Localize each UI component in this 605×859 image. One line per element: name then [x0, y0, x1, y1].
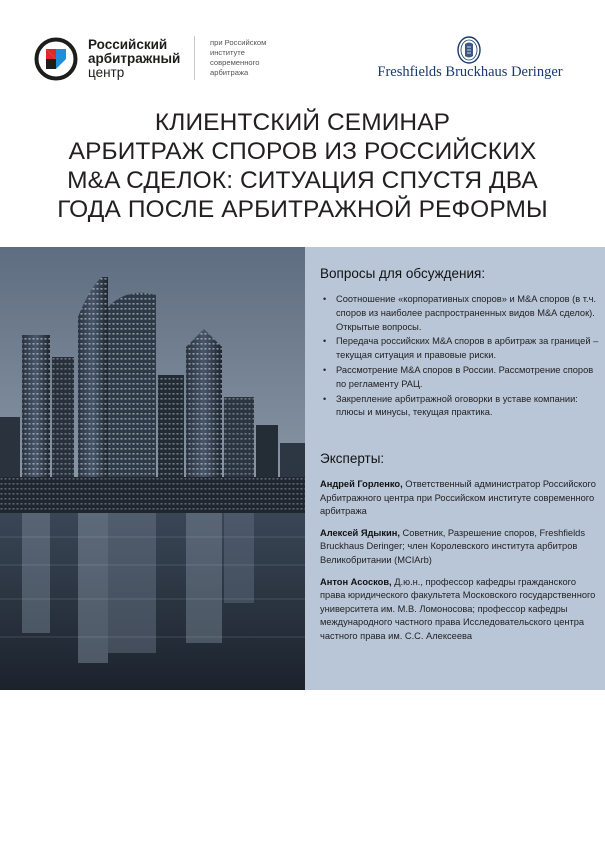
rac-name-line: центр — [88, 65, 125, 80]
city-skyline-photo — [0, 247, 305, 690]
rac-subtitle-line: при Российском — [210, 38, 267, 47]
expert-entry — [320, 478, 602, 519]
rac-subtitle-line: арбитража — [210, 68, 249, 77]
expert-role: Д.ю.н., профессор кафедры гражданского права юридического факультета Московского государственного университета им. М.В. Ломоносова; профессор кафедры международного частного права Исследовательского центра частного права им. С.С. Алексеева — [320, 576, 596, 641]
rac-subtitle — [210, 38, 266, 78]
title-line: КЛИЕНТСКИЙ СЕМИНАР — [154, 109, 451, 136]
list-item: • Рассмотрение M&A споров в России. Рассмотрение споров по регламенту РАЦ. — [320, 364, 602, 392]
experts-heading: Эксперты: — [320, 451, 385, 466]
rac-name-line: арбитражный — [88, 51, 181, 66]
expert-role: Ответственный администратор Российского Арбитражного центра при Российском институте современного арбитража — [320, 479, 596, 517]
questions-heading: Вопросы для обсуждения: — [320, 266, 486, 281]
experts-list — [320, 478, 602, 652]
rac-name — [88, 38, 180, 80]
rac-name-line: Российский — [88, 37, 168, 52]
freshfields-emblem-icon — [456, 36, 482, 64]
expert-name: Алексей Ядыкин, — [320, 527, 400, 538]
questions-list — [320, 293, 602, 421]
freshfields-name: Freshfields Bruckhaus Deringer — [377, 64, 563, 80]
expert-entry — [320, 527, 602, 568]
rac-logo-icon — [34, 37, 78, 81]
title-line: M&A СДЕЛОК: СИТУАЦИЯ СПУСТЯ ДВА — [67, 167, 538, 194]
list-item: • Соотношение «корпоративных споров» и M&A споров (в т.ч. споров из наиболее распространенных видов M&A сделок). Открытые вопросы. — [320, 293, 602, 334]
expert-role: Советник, Разрешение споров, Freshfields Bruckhaus Deringer; член Королевского института арбитров Великобритании (MCIArb) — [320, 527, 585, 565]
logo-divider — [194, 36, 195, 80]
list-item: • Передача российских M&A споров в арбитраж за границей – текущая ситуация и правовые риски. — [320, 335, 602, 363]
expert-entry — [320, 576, 602, 644]
expert-name: Андрей Горленко, — [320, 479, 403, 489]
rac-subtitle-line: современного — [210, 58, 260, 67]
page-title — [0, 108, 605, 224]
info-panel — [305, 247, 605, 690]
title-line: АРБИТРАЖ СПОРОВ ИЗ РОССИЙСКИХ — [68, 138, 537, 165]
rac-subtitle-line: институте — [210, 48, 245, 57]
list-item: • Закрепление арбитражной оговорки в уставе компании: плюсы и минусы, текущая практика. — [320, 393, 602, 421]
title-line: ГОДА ПОСЛЕ АРБИТРАЖНОЙ РЕФОРМЫ — [57, 196, 548, 223]
expert-name: Антон Асосков, — [320, 576, 392, 587]
